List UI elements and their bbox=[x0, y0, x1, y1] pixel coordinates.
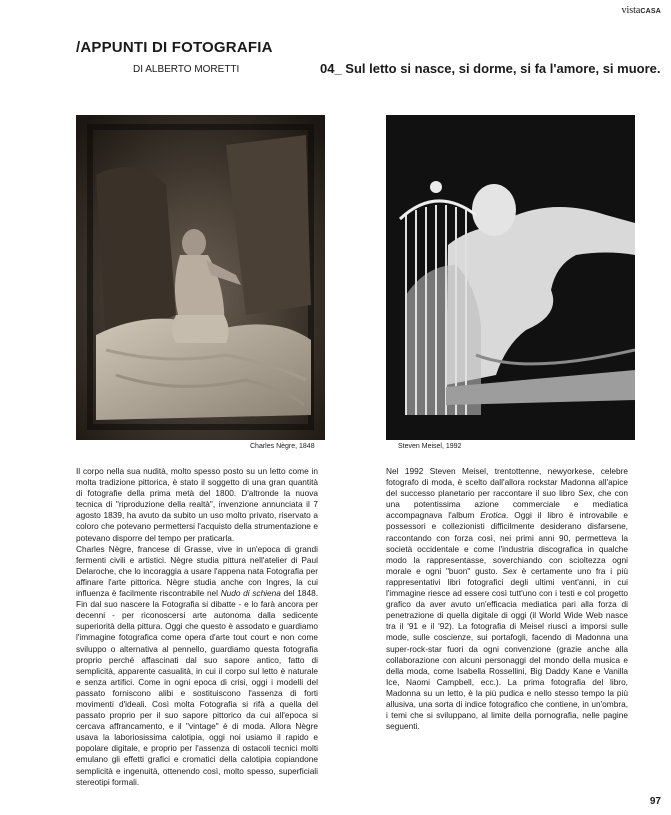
left-photo-caption: Charles Nègre, 1848 bbox=[250, 443, 315, 450]
book-title-2: Sex bbox=[502, 565, 517, 576]
left-paragraph-1: Il corpo nella sua nudità, molto spesso posto su un letto come in molta tradizione pittorica, è stato il soggetto di una gran quantità di fotografie della prima metà del 1800. D'altronde la nuova tecnica di "riproduzione della realtà", invenzione annunciata il 7 agosto 1839, ha avuto da subito un uso molto privato, riservato a coloro che potevano permettersi l'acquisto della strumentazione e potevano disporre del tempo per praticarla. bbox=[76, 466, 318, 543]
right-photo-caption: Steven Meisel, 1992 bbox=[398, 443, 462, 450]
left-paragraph-2: Charles Nègre, francese di Grasse, vive in un'epoca di grandi fermenti civili e artistici. Nègre studia pittura nell'atelier di Paul Delaroche, che lo incoraggia a usare l'appena nata Fotografia per affinare l'arte pittorica. Nègre studia anche con Ingres, la cui influenza è facilmente riscontrabile nel Nudo di schiena del 1848. Fin dal suo nascere la Fotografia si dibatte - e lo farà ancora per decenni - per riconoscersi arte autonoma dalla sedicente superiorità della pittura. Oggi che questo è assodato e guardiamo l'immagine fotografica come opera d'arte tout court e non come sviluppo o alternativa al pennello, guardiamo questa fotografia proprio perché affascinati dal suo sapore antico, fatto di semplicità, apparente casualità, in cui il corpo sul letto è naturale e senza artifici. Come in ogni epoca di crisi, oggi i modelli del passato forniscono alibi e sostituiscono l'assenza di forti movimenti d'ideali. Così molta Fotografia si rifà a quella del passato proprio per il suo sapore pittorico da cui all'epoca si cercava affrancamento, e il "vintage" è di moda. Allora Nègre usava la laboriosissima calotipia, oggi noi usiamo il rapido e popolare digitale, e proprio per l'assenza di ostacoli tecnici molti emulano gli effetti grafici e cromatici della calotipia copiandone semplicità e ingenuità, ottenendo così, molto spesso, superficiali stereotipi formali. bbox=[76, 543, 319, 787]
section-title: /APPUNTI DI FOTOGRAFIA bbox=[76, 39, 273, 56]
brand-suffix: CASA bbox=[640, 8, 661, 15]
page-number: 97 bbox=[649, 796, 661, 807]
book-title: Sex bbox=[578, 488, 593, 499]
article-column-left bbox=[76, 466, 318, 788]
nude-on-bed-image bbox=[76, 115, 325, 440]
magazine-brand bbox=[621, 5, 661, 16]
photo-charles-negre bbox=[76, 115, 325, 440]
author-byline: DI ALBERTO MORETTI bbox=[133, 64, 240, 75]
bed-silhouette-image bbox=[386, 115, 635, 440]
artwork-title: Nudo di schiena bbox=[220, 588, 281, 599]
article-column-right bbox=[386, 466, 628, 732]
photo-steven-meisel bbox=[386, 115, 635, 440]
album-title: Erotica bbox=[480, 510, 507, 521]
brand-main: vista bbox=[621, 5, 641, 16]
right-paragraph-1: Nel 1992 Steven Meisel, trentottenne, newyorkese, celebre fotografo di moda, è scelto dall'allora rockstar Madonna all'apice del successo planetario per raccontare il suo libro Sex, che con una potentissima azione commerciale e mediatica accompagnava l'album Erotica. Oggi il libro è introvabile e possessori e collezionisti difficilmente desiderano disfarsene, raccontando con forza così, nei primi anni 90, permetteva la società occidentale e come l'industria discografica in qualche modo la rappresentasse, soverchiando con scioltezza ogni morale e ogni "buon" gusto. Sex è certamente uno fra i più rappresentativi libri fotografici degli ultimi vent'anni, in cui l'immagine riesce ad essere così tutt'uno con i testi e col progetto grafico da aver avuto un'efficacia mediatica pari alla forza di penetrazione di quella digitale di oggi (il World Wide Web nasce tra il '91 e il '92). La fotografia di Meisel riuscì a imporsi sulle mode, sulle coscienze, sui portafogli, facendo di Madonna una super-rock-star fuori da ogni convenzione (grazie anche alla collaborazione con alcuni personaggi del mondo della musica e della moda, come Isabella Rossellini, Big Daddy Kane e Vanilla Ice, Naomi Campbell, ecc.). La prima fotografia del libro, Madonna su un letto, è la più pudica e nello stesso tempo la più allusiva, una sorta di indice fotografico che contiene, in un'ombra, i temi che si sviluppano, al limite della pornografia, nelle pagine seguenti. bbox=[386, 466, 629, 732]
article-headline: 04_ Sul letto si nasce, si dorme, si fa l'amore, si muore. bbox=[320, 61, 661, 76]
